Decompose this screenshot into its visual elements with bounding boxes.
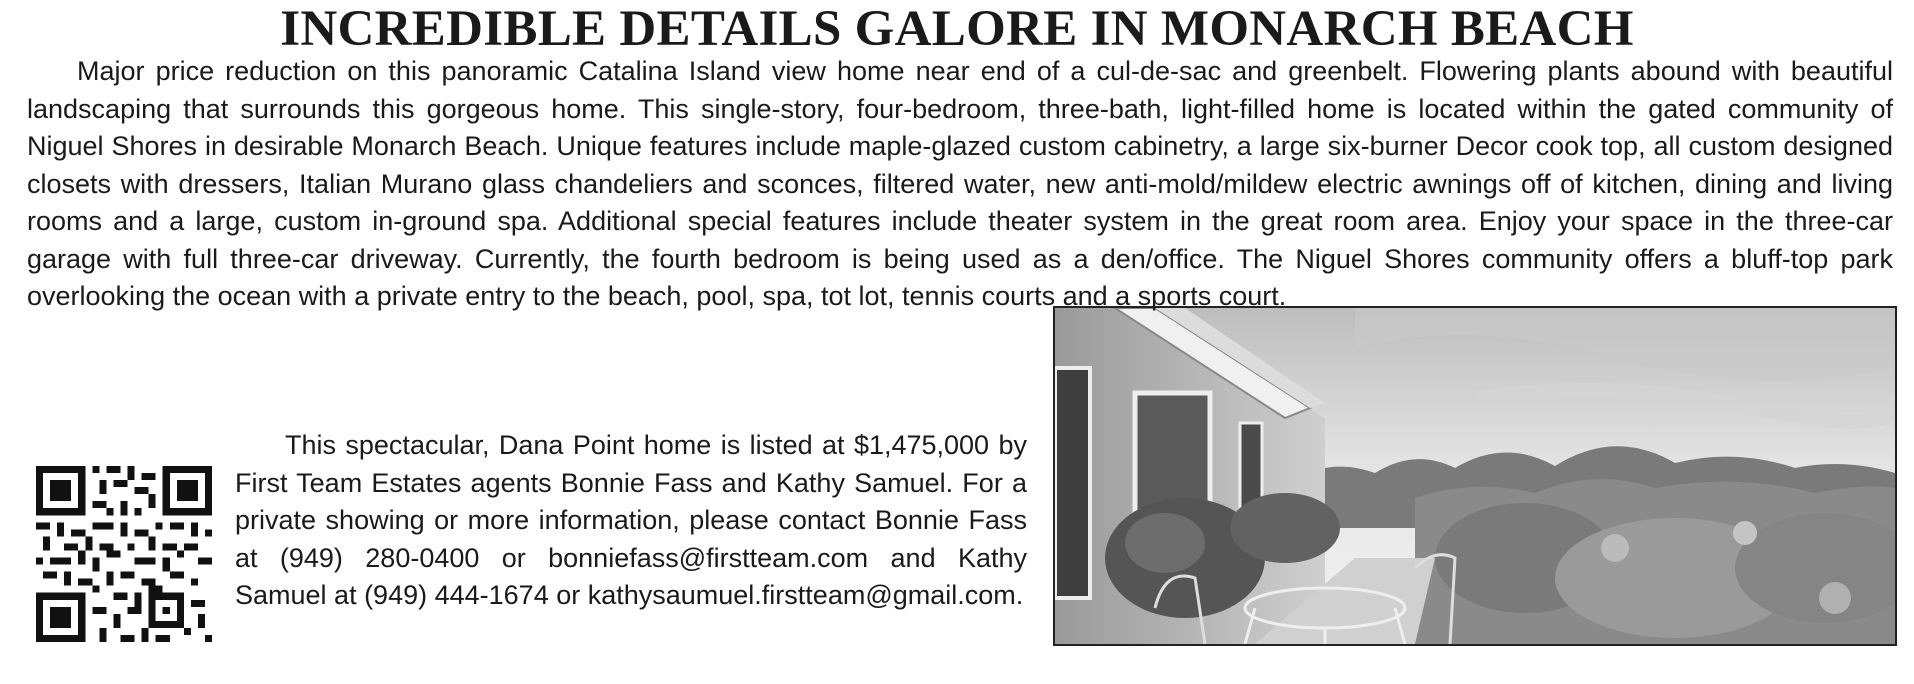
article-paragraph-1: Major price reduction on this panoramic Catalina Island view home near end of a cul-de-sac and greenbelt. Flowering plants abound with beautiful landscaping that surrounds this gorgeous home. This single-story, four-bedroom, three-bath, light-filled home is located within the gated community of Niguel Shores in desirable Monarch Beach. Unique features include maple-glazed custom cabinetry, a large six-burner Decor cook top, all custom designed closets with dressers, Italian Murano glass chandeliers and sconces, filtered water, new anti-mold/mildew electric awnings off of kitchen, dining and living rooms and a large, custom in-ground spa. Additional special features include theater system in the great room area. Enjoy your space in the three-car garage with full three-car driveway. Currently, the fourth bedroom is being used as a den/office. The Niguel Shores community offers a bluff-top park overlooking the ocean with a private entry to the beach, pool, spa, tot lot, tennis courts and a sports court.	[27, 56, 1893, 311]
patio-garden-photo	[1055, 308, 1895, 644]
house-photo	[1053, 306, 1897, 646]
headline: INCREDIBLE DETAILS GALORE IN MONARCH BEACH	[280, 1, 1634, 57]
qr-code-icon	[36, 466, 212, 642]
article-paragraph-2: This spectacular, Dana Point home is listed at $1,475,000 by First Team Estates agents Bonnie Fass and Kathy Samuel. For a private showing or more information, please contact Bonnie Fass at (949) 280-0400 or bonniefass@firstteam.com and Kathy Samuel at (949) 444-1674 or kathysaumuel.firstteam@gmail.com.	[235, 430, 1027, 610]
